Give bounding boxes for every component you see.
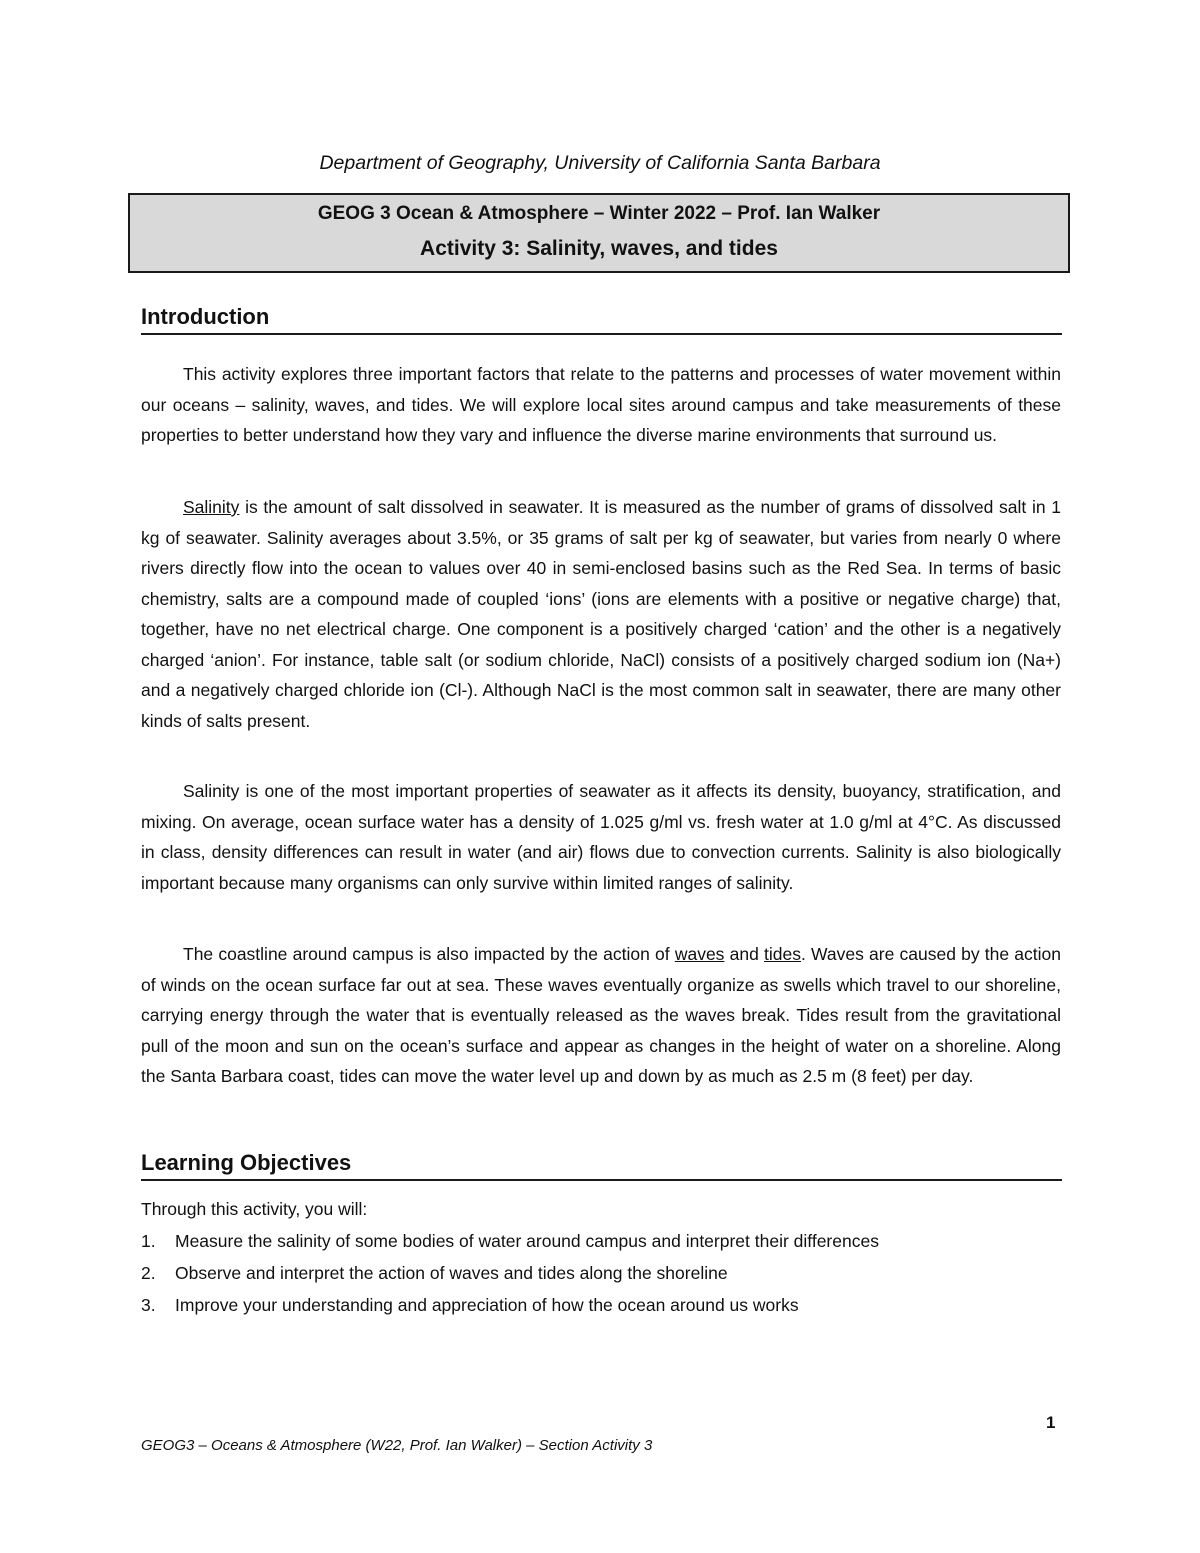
intro-paragraph-2-text: is the amount of salt dissolved in seawater. It is measured as the number of grams of dissolved salt in 1 kg of seawater. Salinity averages about 3.5%, or 35 grams of salt per kg of seawater, but varies from nearly 0 where rivers directly flow into the ocean to values over 40 in semi-enclosed basins such as the Red Sea. In terms of basic chemistry, salts are a compound made of coupled ‘ions’ (ions are elements with a positive or negative charge) that, together, have no net electrical charge. One component is a positively charged ‘cation’ and the other is a negatively charged ‘anion’. For instance, table salt (or sodium chloride, NaCl) consists of a positively charged sodium ion (Na+) and a negatively charged chloride ion (Cl-). Although NaCl is the most common salt in seawater, there are many other kinds of salts present. — [141, 497, 1061, 731]
activity-title: Activity 3: Salinity, waves, and tides — [420, 237, 778, 260]
salinity-term: Salinity — [183, 497, 240, 517]
intro-paragraph-4-text-b: . Waves are caused by the action of winds on the ocean surface far out at sea. These waves eventually organize as swells which travel to our shoreline, carrying energy through the water that is eventually released as the waves break. Tides result from the gravitational pull of the moon and sun on the ocean’s surface and appear as changes in the height of water on a shoreline. Along the Santa Barbara coast, tides can move the water level up and down by as much as 2.5 m (8 feet) per day. — [141, 944, 1061, 1086]
learning-objectives-heading: Learning Objectives — [141, 1150, 1062, 1181]
course-title: GEOG 3 Ocean & Atmosphere – Winter 2022 – Prof. Ian Walker — [317, 203, 881, 224]
objective-item — [141, 1263, 728, 1284]
page-number: 1 — [1046, 1413, 1056, 1432]
objective-text: Observe and interpret the action of waves and tides along the shoreline — [175, 1263, 728, 1283]
intro-paragraph-4-and: and — [724, 944, 764, 964]
objective-number: 2. — [141, 1263, 156, 1283]
intro-paragraph-1: This activity explores three important factors that relate to the patterns and processes of water movement within our oceans – salinity, waves, and tides. We will explore local sites around campus and take measurements of these properties to better understand how they vary and influence the diverse marine environments that surround us. — [141, 364, 1061, 445]
intro-paragraph-2 — [141, 492, 1061, 736]
objective-item — [141, 1295, 799, 1316]
objective-number: 3. — [141, 1295, 156, 1315]
intro-paragraph-3: Salinity is one of the most important properties of seawater as it affects its density, buoyancy, stratification, and mixing. On average, ocean surface water has a density of 1.025 g/ml vs. fresh water at 1.0 g/ml at 4°C. As discussed in class, density differences can result in water (and air) flows due to convection currents. Salinity is also biologically important because many organisms can only survive within limited ranges of salinity. — [141, 781, 1061, 893]
tides-term: tides — [764, 944, 801, 964]
objective-item — [141, 1231, 879, 1252]
introduction-heading: Introduction — [141, 304, 1062, 335]
intro-paragraph-4 — [141, 939, 1061, 1092]
waves-term: waves — [674, 944, 725, 964]
intro-paragraph-4-text-a: The coastline around campus is also impacted by the action of — [183, 944, 675, 964]
objective-text: Improve your understanding and appreciation of how the ocean around us works — [175, 1295, 799, 1315]
department-line: Department of Geography, University of California Santa Barbara — [319, 152, 881, 174]
page-footer: GEOG3 – Oceans & Atmosphere (W22, Prof. Ian Walker) – Section Activity 3 — [141, 1437, 653, 1454]
objective-text: Measure the salinity of some bodies of water around campus and interpret their differences — [175, 1231, 879, 1251]
objective-number: 1. — [141, 1231, 156, 1251]
objectives-lead: Through this activity, you will: — [141, 1199, 368, 1219]
title-box — [128, 193, 1070, 273]
